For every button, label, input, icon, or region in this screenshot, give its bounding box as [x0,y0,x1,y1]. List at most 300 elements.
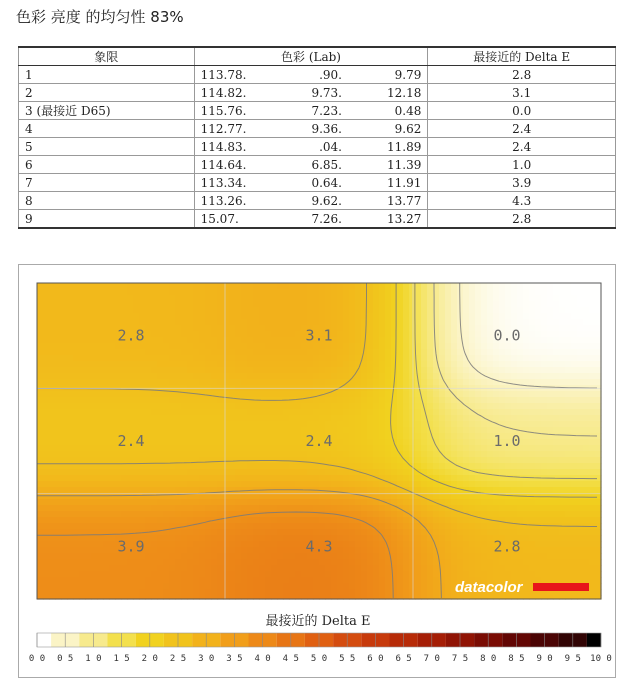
heatmap-pixel [37,391,44,398]
heatmap-pixel [541,397,548,404]
heatmap-pixel [505,307,512,314]
heatmap-pixel [67,541,74,548]
heatmap-pixel [199,409,206,416]
heatmap-pixel [547,547,554,554]
heatmap-pixel [217,511,224,518]
heatmap-pixel [283,589,290,596]
heatmap-pixel [553,325,560,332]
heatmap-pixel [571,397,578,404]
heatmap-pixel [217,409,224,416]
heatmap-pixel [241,373,248,380]
heatmap-pixel [367,373,374,380]
heatmap-pixel [379,463,386,470]
heatmap-pixel [493,487,500,494]
heatmap-pixel [451,283,458,290]
heatmap-pixel [103,583,110,590]
heatmap-pixel [73,415,80,422]
heatmap-pixel [343,301,350,308]
heatmap-pixel [157,397,164,404]
heatmap-pixel [109,553,116,560]
heatmap-pixel [199,565,206,572]
heatmap-pixel [37,289,44,296]
heatmap-pixel [505,295,512,302]
heatmap-pixel [541,283,548,290]
heatmap-pixel [397,307,404,314]
heatmap-pixel [523,475,530,482]
heatmap-pixel [367,553,374,560]
heatmap-pixel [109,475,116,482]
heatmap-pixel [211,355,218,362]
heatmap-pixel [445,283,452,290]
heatmap-pixel [493,571,500,578]
heatmap-pixel [589,511,596,518]
heatmap-pixel [283,547,290,554]
heatmap-pixel [571,499,578,506]
heatmap-pixel [325,499,332,506]
heatmap-pixel [235,397,242,404]
heatmap-pixel [355,355,362,362]
heatmap-pixel [541,505,548,512]
heatmap-pixel [337,445,344,452]
heatmap-pixel [187,589,194,596]
heatmap-pixel [127,475,134,482]
heatmap-pixel [445,373,452,380]
heatmap-pixel [247,535,254,542]
heatmap-pixel [139,355,146,362]
heatmap-pixel [223,523,230,530]
heatmap-pixel [343,337,350,344]
heatmap-pixel [337,409,344,416]
heatmap-pixel [193,325,200,332]
heatmap-pixel [181,397,188,404]
heatmap-pixel [403,559,410,566]
heatmap-pixel [589,283,596,290]
heatmap-pixel [295,319,302,326]
heatmap-pixel [409,457,416,464]
heatmap-pixel [139,289,146,296]
heatmap-pixel [205,439,212,446]
heatmap-pixel [367,517,374,524]
heatmap-pixel [391,469,398,476]
heatmap-pixel [169,547,176,554]
heatmap-pixel [175,511,182,518]
heatmap-pixel [163,499,170,506]
heatmap-pixel [391,409,398,416]
heatmap-pixel [163,289,170,296]
heatmap-pixel [241,499,248,506]
heatmap-pixel [361,445,368,452]
heatmap-pixel [361,481,368,488]
heatmap-pixel [469,289,476,296]
heatmap-pixel [61,409,68,416]
heatmap-pixel [529,295,536,302]
heatmap-pixel [79,403,86,410]
heatmap-pixel [367,499,374,506]
heatmap-pixel [199,355,206,362]
heatmap-pixel [175,361,182,368]
heatmap-pixel [313,589,320,596]
heatmap-pixel [301,403,308,410]
heatmap-pixel [481,301,488,308]
heatmap-pixel [325,559,332,566]
heatmap-pixel [427,469,434,476]
heatmap-pixel [211,535,218,542]
heatmap-pixel [169,283,176,290]
heatmap-pixel [181,547,188,554]
heatmap-pixel [103,283,110,290]
heatmap-pixel [223,433,230,440]
heatmap-pixel [67,499,74,506]
heatmap-pixel [547,373,554,380]
heatmap-pixel [205,403,212,410]
heatmap-pixel [373,565,380,572]
heatmap-pixel [91,535,98,542]
heatmap-pixel [559,373,566,380]
heatmap-pixel [463,313,470,320]
heatmap-pixel [493,289,500,296]
heatmap-pixel [127,487,134,494]
heatmap-pixel [127,289,134,296]
heatmap-pixel [481,337,488,344]
cell-lab-a: .04. [319,139,342,154]
heatmap-pixel [511,451,518,458]
heatmap-pixel [385,589,392,596]
heatmap-pixel [97,577,104,584]
heatmap-pixel [103,469,110,476]
heatmap-pixel [535,481,542,488]
heatmap-pixel [421,457,428,464]
heatmap-pixel [91,451,98,458]
heatmap-pixel [505,367,512,374]
heatmap-pixel [457,367,464,374]
heatmap-pixel [79,367,86,374]
heatmap-pixel [187,295,194,302]
heatmap-pixel [175,433,182,440]
heatmap-pixel [259,409,266,416]
heatmap-pixel [385,283,392,290]
heatmap-pixel [235,331,242,338]
heatmap-pixel [583,529,590,536]
heatmap-pixel [589,289,596,296]
heatmap-pixel [151,463,158,470]
heatmap-pixel [91,511,98,518]
heatmap-pixel [385,571,392,578]
heatmap-pixel [325,487,332,494]
heatmap-pixel [577,367,584,374]
heatmap-pixel [331,421,338,428]
heatmap-pixel [157,571,164,578]
heatmap-pixel [67,313,74,320]
heatmap-pixel [541,577,548,584]
heatmap-pixel [163,469,170,476]
heatmap-pixel [385,289,392,296]
heatmap-pixel [295,553,302,560]
heatmap-pixel [187,469,194,476]
heatmap-pixel [235,565,242,572]
heatmap-pixel [337,553,344,560]
heatmap-pixel [415,289,422,296]
heatmap-pixel [127,367,134,374]
heatmap-pixel [547,337,554,344]
heatmap-pixel [169,577,176,584]
heatmap-pixel [217,469,224,476]
heatmap-pixel [361,421,368,428]
heatmap-pixel [331,289,338,296]
heatmap-pixel [283,367,290,374]
heatmap-pixel [265,283,272,290]
heatmap-pixel [175,325,182,332]
heatmap-pixel [511,499,518,506]
heatmap-pixel [499,415,506,422]
heatmap-pixel [109,319,116,326]
heatmap-pixel [157,337,164,344]
heatmap-pixel [541,373,548,380]
heatmap-pixel [181,505,188,512]
heatmap-pixel [91,325,98,332]
heatmap-pixel [169,349,176,356]
heatmap-pixel [325,307,332,314]
heatmap-pixel [109,583,116,590]
color-table-wrap [18,46,616,229]
heatmap-pixel [313,463,320,470]
heatmap-pixel [163,367,170,374]
heatmap-pixel [343,505,350,512]
heatmap-pixel [67,565,74,572]
heatmap-pixel [577,349,584,356]
heatmap-pixel [223,343,230,350]
heatmap-pixel [145,301,152,308]
heatmap-pixel [403,421,410,428]
heatmap-pixel [427,463,434,470]
heatmap-pixel [103,487,110,494]
heatmap-pixel [121,373,128,380]
heatmap-pixel [295,427,302,434]
heatmap-pixel [43,475,50,482]
heatmap-pixel [289,331,296,338]
heatmap-pixel [277,583,284,590]
heatmap-pixel [589,349,596,356]
heatmap-pixel [271,421,278,428]
heatmap-pixel [169,517,176,524]
heatmap-pixel [409,439,416,446]
heatmap-pixel [55,295,62,302]
heatmap-pixel [355,445,362,452]
heatmap-pixel [229,403,236,410]
heatmap-pixel [91,481,98,488]
heatmap-pixel [235,529,242,536]
heatmap-pixel [193,445,200,452]
heatmap-pixel [397,373,404,380]
heatmap-pixel [517,313,524,320]
heatmap-pixel [253,331,260,338]
heatmap-pixel [277,529,284,536]
heatmap-pixel [61,553,68,560]
heatmap-pixel [529,571,536,578]
heatmap-pixel [319,415,326,422]
heatmap-pixel [193,487,200,494]
heatmap-pixel [493,283,500,290]
heatmap-pixel [199,583,206,590]
heatmap-pixel [343,367,350,374]
heatmap-pixel [169,325,176,332]
heatmap-pixel [505,373,512,380]
heatmap-pixel [433,517,440,524]
heatmap-pixel [241,307,248,314]
heatmap-pixel [487,409,494,416]
heatmap-pixel [547,427,554,434]
heatmap-pixel [163,355,170,362]
heatmap-pixel [343,451,350,458]
heatmap-pixel [79,415,86,422]
heatmap-pixel [217,559,224,566]
heatmap-pixel [523,355,530,362]
heatmap-pixel [121,559,128,566]
heatmap-pixel [577,379,584,386]
heatmap-pixel [61,319,68,326]
heatmap-pixel [403,343,410,350]
heatmap-pixel [151,547,158,554]
heatmap-pixel [397,529,404,536]
heatmap-pixel [313,523,320,530]
cell-lab [194,210,428,229]
heatmap-pixel [175,541,182,548]
heatmap-pixel [199,433,206,440]
heatmap-pixel [241,397,248,404]
heatmap-pixel [271,529,278,536]
heatmap-pixel [541,571,548,578]
heatmap-pixel [67,283,74,290]
heatmap-pixel [265,529,272,536]
heatmap-pixel [175,481,182,488]
heatmap-pixel [175,403,182,410]
heatmap-pixel [541,445,548,452]
heatmap-pixel [589,355,596,362]
heatmap-pixel [61,307,68,314]
heatmap-pixel [199,571,206,578]
heatmap-pixel [217,307,224,314]
heatmap-pixel [145,457,152,464]
heatmap-pixel [367,421,374,428]
heatmap-pixel [55,337,62,344]
heatmap-pixel [247,427,254,434]
heatmap-pixel [301,349,308,356]
heatmap-pixel [217,433,224,440]
heatmap-pixel [475,421,482,428]
heatmap-pixel [577,325,584,332]
heatmap-pixel [355,415,362,422]
heatmap-pixel [235,577,242,584]
heatmap-pixel [109,571,116,578]
page-title: 色彩 亮度 的均匀性 83% [16,8,184,26]
heatmap-pixel [151,331,158,338]
heatmap-pixel [115,415,122,422]
heatmap-pixel [85,523,92,530]
heatmap-pixel [547,451,554,458]
heatmap-pixel [253,439,260,446]
heatmap-pixel [481,403,488,410]
heatmap-pixel [85,325,92,332]
heatmap-pixel [343,469,350,476]
heatmap-pixel [199,415,206,422]
heatmap-pixel [547,313,554,320]
heatmap-pixel [265,547,272,554]
heatmap-pixel [373,511,380,518]
heatmap-pixel [391,541,398,548]
heatmap-pixel [43,565,50,572]
heatmap-pixel [85,379,92,386]
heatmap-pixel [463,397,470,404]
cell-lab [194,174,428,192]
heatmap-pixel [433,451,440,458]
cell-lab-b: 11.89 [387,139,422,154]
heatmap-pixel [247,505,254,512]
heatmap-pixel [433,487,440,494]
table-row [19,84,616,102]
heatmap-pixel [181,469,188,476]
heatmap-pixel [583,553,590,560]
heatmap-pixel [115,379,122,386]
heatmap-pixel [319,565,326,572]
heatmap-pixel [343,445,350,452]
heatmap-pixel [547,319,554,326]
heatmap-pixel [175,523,182,530]
heatmap-pixel [583,319,590,326]
heatmap-pixel [529,451,536,458]
heatmap-pixel [325,415,332,422]
heatmap-pixel [571,529,578,536]
heatmap-pixel [577,547,584,554]
heatmap-pixel [217,475,224,482]
heatmap-pixel [367,577,374,584]
heatmap-pixel [565,343,572,350]
heatmap-pixel [415,445,422,452]
heatmap-pixel [565,511,572,518]
heatmap-pixel [241,589,248,596]
heatmap-pixel [229,349,236,356]
heatmap-pixel [205,589,212,596]
heatmap-pixel [49,541,56,548]
heatmap-pixel [73,391,80,398]
heatmap-pixel [415,529,422,536]
heatmap-pixel [529,445,536,452]
heatmap-pixel [415,535,422,542]
heatmap-pixel [271,475,278,482]
heatmap-pixel [475,397,482,404]
heatmap-pixel [295,403,302,410]
heatmap-pixel [331,307,338,314]
heatmap-pixel [247,403,254,410]
heatmap-pixel [319,319,326,326]
heatmap-pixel [151,469,158,476]
heatmap-pixel [325,451,332,458]
heatmap-pixel [517,283,524,290]
heatmap-pixel [475,451,482,458]
heatmap-pixel [523,469,530,476]
heatmap-pixel [55,415,62,422]
heatmap-pixel [505,523,512,530]
heatmap-pixel [109,373,116,380]
heatmap-pixel [385,583,392,590]
heatmap-pixel [199,313,206,320]
heatmap-pixel [169,295,176,302]
heatmap-pixel [253,481,260,488]
heatmap-pixel [541,313,548,320]
heatmap-pixel [205,283,212,290]
heatmap-pixel [205,343,212,350]
heatmap-pixel [187,349,194,356]
heatmap-pixel [397,553,404,560]
heatmap-pixel [475,343,482,350]
